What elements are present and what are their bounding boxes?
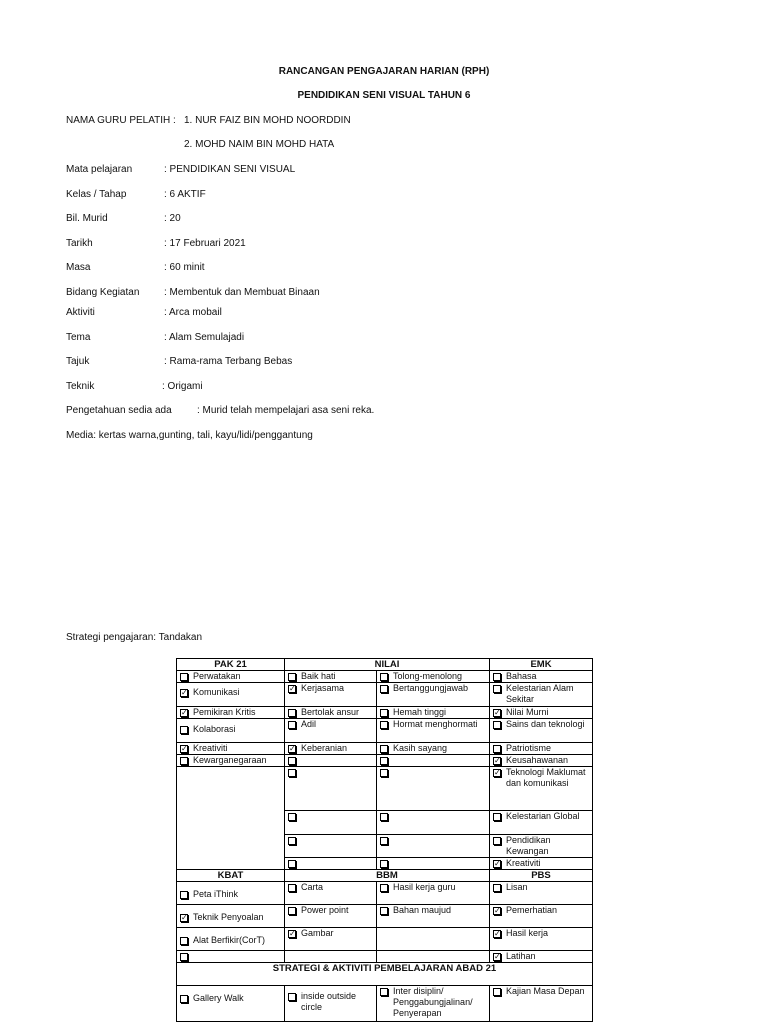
nilai-item[interactable] bbox=[287, 858, 374, 868]
item-label: Latihan bbox=[506, 951, 536, 961]
checkbox[interactable] bbox=[493, 721, 501, 729]
checkbox[interactable] bbox=[288, 884, 296, 892]
checkbox[interactable] bbox=[380, 673, 388, 681]
field-label: Teknik bbox=[66, 381, 95, 392]
item-label: Kerjasama bbox=[301, 683, 345, 693]
pengetahuan-label: Pengetahuan sedia ada bbox=[66, 405, 172, 416]
checkbox[interactable] bbox=[288, 813, 296, 821]
checkbox[interactable] bbox=[288, 837, 296, 845]
emk-item[interactable] bbox=[492, 858, 590, 869]
checkbox[interactable] bbox=[180, 937, 188, 945]
item-label: Teknologi Maklumat dan komunikasi bbox=[506, 767, 586, 788]
kbat-item[interactable] bbox=[179, 935, 282, 946]
pak21-item[interactable] bbox=[179, 724, 282, 735]
item-label: Hemah tinggi bbox=[393, 707, 447, 717]
pbs-item[interactable] bbox=[492, 905, 590, 916]
item-label: Kasih sayang bbox=[393, 743, 448, 753]
item-label: Perwatakan bbox=[193, 671, 241, 681]
check-mark-icon: ✓ bbox=[494, 859, 501, 868]
item-label: Nilai Murni bbox=[506, 707, 549, 717]
checkbox[interactable] bbox=[180, 673, 188, 681]
kbat-item[interactable] bbox=[179, 912, 282, 923]
guru-label: NAMA GURU PELATIH : bbox=[66, 115, 176, 126]
media-line: Media: kertas warna,gunting, tali, kayu/lidi/penggantung bbox=[66, 430, 313, 441]
field-value: : Arca mobail bbox=[164, 307, 222, 318]
checkbox[interactable] bbox=[288, 685, 296, 693]
pak21-header: PAK 21 bbox=[177, 659, 285, 671]
item-label: Bahan maujud bbox=[393, 905, 452, 915]
field-value: : 17 Februari 2021 bbox=[164, 238, 246, 249]
checkbox[interactable] bbox=[180, 891, 188, 899]
pbs-header: PBS bbox=[490, 870, 593, 882]
nilai-item[interactable] bbox=[379, 743, 487, 754]
item-label: Teknik Penyoalan bbox=[193, 912, 264, 922]
pbs-item[interactable] bbox=[492, 928, 590, 939]
check-mark-icon: ✓ bbox=[181, 688, 188, 697]
item-label: Pemerhatian bbox=[506, 905, 558, 915]
pak21-item[interactable] bbox=[179, 743, 282, 754]
field-label: Bil. Murid bbox=[66, 213, 108, 224]
emk-item[interactable] bbox=[492, 671, 590, 682]
pak21-item[interactable] bbox=[179, 755, 282, 766]
item-label: Bahasa bbox=[506, 671, 537, 681]
checkbox[interactable] bbox=[180, 914, 188, 922]
checkbox[interactable] bbox=[380, 813, 388, 821]
check-mark-icon: ✓ bbox=[494, 906, 501, 915]
checkbox[interactable] bbox=[493, 860, 501, 868]
item-label: Baik hati bbox=[301, 671, 336, 681]
nilai-item[interactable] bbox=[379, 767, 487, 777]
checkbox[interactable] bbox=[380, 769, 388, 777]
emk-item[interactable] bbox=[492, 719, 590, 730]
checkbox[interactable] bbox=[493, 837, 501, 845]
check-mark-icon: ✓ bbox=[289, 929, 296, 938]
item-label: Pendidikan Kewangan bbox=[506, 835, 551, 856]
check-mark-icon: ✓ bbox=[181, 913, 188, 922]
checkbox[interactable] bbox=[493, 930, 501, 938]
checkbox[interactable] bbox=[180, 995, 188, 1003]
nilai-item[interactable] bbox=[379, 835, 487, 845]
field-value: : 6 AKTIF bbox=[164, 189, 206, 200]
kbat-item[interactable] bbox=[179, 889, 282, 900]
field-value: : 60 minit bbox=[164, 262, 205, 273]
check-mark-icon: ✓ bbox=[181, 708, 188, 717]
checkbox[interactable] bbox=[180, 709, 188, 717]
item-label: Gallery Walk bbox=[193, 993, 244, 1003]
pbs-item[interactable] bbox=[492, 951, 590, 962]
item-label: Komunikasi bbox=[193, 687, 240, 697]
checkbox[interactable] bbox=[288, 745, 296, 753]
item-label: Sains dan teknologi bbox=[506, 719, 585, 729]
bbm-item[interactable] bbox=[287, 928, 374, 939]
bbm-item[interactable] bbox=[379, 905, 487, 916]
bbm-header: BBM bbox=[285, 870, 490, 882]
emk-item[interactable] bbox=[492, 683, 590, 705]
checkbox[interactable] bbox=[288, 930, 296, 938]
checkbox[interactable] bbox=[493, 907, 501, 915]
checkbox[interactable] bbox=[288, 757, 296, 765]
item-label: Adil bbox=[301, 719, 317, 729]
pengetahuan-value: : Murid telah mempelajari asa seni reka. bbox=[197, 405, 375, 416]
checkbox[interactable] bbox=[493, 673, 501, 681]
item-label: Kelestarian Alam Sekitar bbox=[506, 683, 574, 704]
nilai-item[interactable] bbox=[379, 811, 487, 821]
nilai-item[interactable] bbox=[287, 811, 374, 821]
emk-header: EMK bbox=[490, 659, 593, 671]
check-mark-icon: ✓ bbox=[494, 756, 501, 765]
field-label: Aktiviti bbox=[66, 307, 95, 318]
checkbox[interactable] bbox=[180, 757, 188, 765]
field-value: : Origami bbox=[162, 381, 203, 392]
checkbox[interactable] bbox=[380, 837, 388, 845]
checkbox[interactable] bbox=[288, 993, 296, 1001]
item-label: Tolong-menolong bbox=[393, 671, 463, 681]
checkbox[interactable] bbox=[380, 860, 388, 868]
checkbox[interactable] bbox=[493, 953, 501, 961]
abad21-header: STRATEGI & AKTIVITI PEMBELAJARAN ABAD 21 bbox=[177, 963, 593, 986]
checkbox[interactable] bbox=[180, 953, 188, 961]
field-label: Mata pelajaran bbox=[66, 164, 133, 175]
item-label: Hasil kerja guru bbox=[393, 882, 456, 892]
kbat-header: KBAT bbox=[177, 870, 285, 882]
checkbox[interactable] bbox=[180, 726, 188, 734]
checkbox[interactable] bbox=[288, 673, 296, 681]
item-label: Lisan bbox=[506, 882, 528, 892]
field-label: Tajuk bbox=[66, 356, 90, 367]
item-label: Hormat menghormati bbox=[393, 719, 478, 729]
emk-item[interactable] bbox=[492, 755, 590, 766]
checkbox[interactable] bbox=[288, 860, 296, 868]
check-mark-icon: ✓ bbox=[494, 929, 501, 938]
nilai-item[interactable] bbox=[287, 755, 374, 765]
nilai-item[interactable] bbox=[287, 719, 374, 730]
checkbox[interactable] bbox=[288, 721, 296, 729]
check-mark-icon: ✓ bbox=[494, 952, 501, 961]
check-mark-icon: ✓ bbox=[494, 708, 501, 717]
item-label: Kolaborasi bbox=[193, 724, 236, 734]
bbm-item[interactable] bbox=[287, 882, 374, 893]
checkbox[interactable] bbox=[380, 685, 388, 693]
pbs-item[interactable] bbox=[492, 882, 590, 893]
checkbox[interactable] bbox=[380, 745, 388, 753]
checklist-table bbox=[176, 658, 593, 1022]
emk-item[interactable] bbox=[492, 707, 590, 718]
nilai-header: NILAI bbox=[285, 659, 490, 671]
nilai-item[interactable] bbox=[287, 707, 374, 718]
item-label: Kelestarian Global bbox=[506, 811, 580, 821]
item-label: Power point bbox=[301, 905, 349, 915]
field-value: : Membentuk dan Membuat Binaan bbox=[164, 287, 320, 298]
field-value: : Alam Semulajadi bbox=[164, 332, 245, 343]
checkbox[interactable] bbox=[493, 884, 501, 892]
nilai-item[interactable] bbox=[287, 743, 374, 754]
bbm-item[interactable] bbox=[379, 882, 487, 893]
checkbox[interactable] bbox=[288, 769, 296, 777]
pak21-item[interactable] bbox=[179, 671, 282, 682]
checkbox[interactable] bbox=[380, 721, 388, 729]
checkbox[interactable] bbox=[180, 745, 188, 753]
field-value: : Rama-rama Terbang Bebas bbox=[164, 356, 293, 367]
nilai-item[interactable] bbox=[287, 671, 374, 682]
checkbox[interactable] bbox=[493, 685, 501, 693]
doc-subtitle: PENDIDIKAN SENI VISUAL TAHUN 6 bbox=[297, 90, 471, 101]
bbm-item[interactable] bbox=[287, 905, 374, 916]
item-label: Kreativiti bbox=[193, 743, 228, 753]
checkbox[interactable] bbox=[493, 813, 501, 821]
abad21-item[interactable] bbox=[179, 993, 282, 1004]
field-label: Masa bbox=[66, 262, 91, 273]
abad21-item[interactable] bbox=[492, 986, 590, 997]
checkbox[interactable] bbox=[493, 709, 501, 717]
checkbox[interactable] bbox=[380, 757, 388, 765]
item-label: Pemikiran Kritis bbox=[193, 707, 256, 717]
nilai-item[interactable] bbox=[379, 719, 487, 730]
item-label: Bertanggungjawab bbox=[393, 683, 469, 693]
checkbox[interactable] bbox=[380, 907, 388, 915]
doc-title: RANCANGAN PENGAJARAN HARIAN (RPH) bbox=[278, 66, 490, 77]
item-label: Bertolak ansur bbox=[301, 707, 360, 717]
strategi-line: Strategi pengajaran: Tandakan bbox=[66, 632, 203, 643]
item-label: Kewarganegaraan bbox=[193, 755, 267, 765]
nilai-item[interactable] bbox=[379, 858, 487, 868]
emk-item[interactable] bbox=[492, 743, 590, 754]
nilai-item[interactable] bbox=[379, 671, 487, 682]
abad21-item[interactable] bbox=[379, 986, 487, 1019]
nilai-item[interactable] bbox=[287, 767, 374, 777]
item-label: Kreativiti bbox=[506, 858, 541, 868]
check-mark-icon: ✓ bbox=[181, 744, 188, 753]
guru-name-1: 1. NUR FAIZ BIN MOHD NOORDDIN bbox=[184, 115, 351, 126]
field-value: : 20 bbox=[164, 213, 181, 224]
nilai-item[interactable] bbox=[287, 683, 374, 694]
item-label: Hasil kerja bbox=[506, 928, 549, 938]
check-mark-icon: ✓ bbox=[289, 684, 296, 693]
checkbox[interactable] bbox=[380, 709, 388, 717]
guru-name-2: 2. MOHD NAIM BIN MOHD HATA bbox=[184, 139, 335, 150]
checkbox[interactable] bbox=[288, 709, 296, 717]
checkbox[interactable] bbox=[493, 757, 501, 765]
checkbox[interactable] bbox=[493, 769, 501, 777]
emk-item[interactable] bbox=[492, 811, 590, 822]
item-label: Carta bbox=[301, 882, 324, 892]
field-label: Tarikh bbox=[66, 238, 93, 249]
abad21-item[interactable] bbox=[287, 991, 374, 1013]
field-label: Tema bbox=[66, 332, 91, 343]
check-mark-icon: ✓ bbox=[494, 768, 501, 777]
nilai-item[interactable] bbox=[287, 835, 374, 845]
nilai-item[interactable] bbox=[379, 755, 487, 765]
pak21-item[interactable] bbox=[179, 707, 282, 718]
item-label: inside outside circle bbox=[301, 991, 357, 1012]
item-label: Alat Berfikir(CorT) bbox=[193, 935, 266, 945]
emk-item[interactable] bbox=[492, 767, 590, 789]
item-label: Inter disiplin/ Penggabungjalinan/ Penyerapan bbox=[393, 986, 473, 1018]
check-mark-icon: ✓ bbox=[289, 744, 296, 753]
checkbox[interactable] bbox=[380, 988, 388, 996]
checkbox[interactable] bbox=[493, 745, 501, 753]
item-label: Patriotisme bbox=[506, 743, 552, 753]
field-value: : PENDIDIKAN SENI VISUAL bbox=[164, 164, 296, 175]
checkbox[interactable] bbox=[288, 907, 296, 915]
item-label: Peta iThink bbox=[193, 889, 239, 899]
nilai-item[interactable] bbox=[379, 683, 487, 694]
nilai-item[interactable] bbox=[379, 707, 487, 718]
item-label: Keberanian bbox=[301, 743, 348, 753]
checkbox[interactable] bbox=[380, 884, 388, 892]
checkbox[interactable] bbox=[493, 988, 501, 996]
kbat-item[interactable] bbox=[179, 951, 282, 961]
field-label: Kelas / Tahap bbox=[66, 189, 127, 200]
pak21-item[interactable] bbox=[179, 687, 282, 698]
item-label: Kajian Masa Depan bbox=[506, 986, 585, 996]
checkbox[interactable] bbox=[180, 689, 188, 697]
item-label: Gambar bbox=[301, 928, 334, 938]
item-label: Keusahawanan bbox=[506, 755, 569, 765]
emk-item[interactable] bbox=[492, 835, 590, 857]
field-label: Bidang Kegiatan bbox=[66, 287, 140, 298]
